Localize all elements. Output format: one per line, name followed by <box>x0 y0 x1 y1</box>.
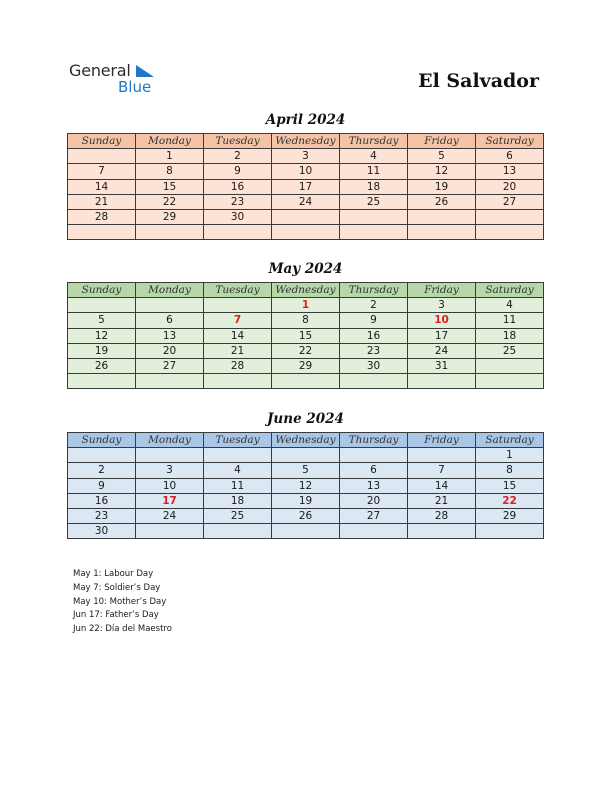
logo-triangle-icon <box>134 63 156 79</box>
day-cell: 23 <box>204 194 272 209</box>
day-cell: 4 <box>204 463 272 478</box>
calendar-body <box>68 448 544 539</box>
day-cell: 21 <box>204 343 272 358</box>
day-cell: 10 <box>272 164 340 179</box>
day-cell: 6 <box>476 149 544 164</box>
day-cell: 4 <box>476 298 544 313</box>
weekday-header-row <box>68 134 544 149</box>
country-title: El Salvador <box>418 70 539 92</box>
empty-day-cell <box>340 225 408 240</box>
week-row <box>68 478 544 493</box>
empty-day-cell <box>272 225 340 240</box>
weekday-header-wednesday: Wednesday <box>272 433 340 448</box>
day-cell: 26 <box>68 358 136 373</box>
empty-day-cell <box>340 448 408 463</box>
holiday-notes <box>73 568 172 637</box>
week-row <box>68 508 544 523</box>
day-cell: 11 <box>340 164 408 179</box>
empty-day-cell <box>68 374 136 389</box>
day-cell: 17 <box>272 179 340 194</box>
week-row <box>68 225 544 240</box>
empty-day-cell <box>136 298 204 313</box>
day-cell: 1 <box>136 149 204 164</box>
calendar-april <box>67 133 544 240</box>
day-cell: 14 <box>204 328 272 343</box>
day-cell: 22 <box>272 343 340 358</box>
week-row <box>68 209 544 224</box>
day-cell: 9 <box>204 164 272 179</box>
week-row <box>68 194 544 209</box>
weekday-header-sunday: Sunday <box>68 134 136 149</box>
holiday-note: Jun 22: Día del Maestro <box>73 624 172 635</box>
day-cell: 23 <box>68 508 136 523</box>
day-cell: 1 <box>476 448 544 463</box>
holiday-day-cell: 1 <box>272 298 340 313</box>
day-cell: 21 <box>68 194 136 209</box>
empty-day-cell <box>204 448 272 463</box>
day-cell: 28 <box>408 508 476 523</box>
day-cell: 15 <box>272 328 340 343</box>
day-cell: 3 <box>136 463 204 478</box>
day-cell: 30 <box>204 209 272 224</box>
day-cell: 13 <box>340 478 408 493</box>
empty-day-cell <box>408 225 476 240</box>
day-cell: 10 <box>136 478 204 493</box>
holiday-note: May 7: Soldier’s Day <box>73 582 161 593</box>
day-cell: 19 <box>408 179 476 194</box>
week-row <box>68 374 544 389</box>
weekday-header-saturday: Saturday <box>476 283 544 298</box>
calendar-may <box>67 282 544 389</box>
logo-general-text: General <box>69 61 131 80</box>
empty-day-cell <box>68 298 136 313</box>
day-cell: 18 <box>204 493 272 508</box>
day-cell: 26 <box>272 508 340 523</box>
day-cell: 14 <box>408 478 476 493</box>
day-cell: 24 <box>136 508 204 523</box>
day-cell: 30 <box>340 358 408 373</box>
empty-day-cell <box>204 374 272 389</box>
day-cell: 29 <box>136 209 204 224</box>
day-cell: 15 <box>136 179 204 194</box>
empty-day-cell <box>476 358 544 373</box>
calendar-body <box>68 149 544 240</box>
day-cell: 27 <box>476 194 544 209</box>
weekday-header-tuesday: Tuesday <box>204 283 272 298</box>
empty-day-cell <box>272 448 340 463</box>
day-cell: 29 <box>272 358 340 373</box>
empty-day-cell <box>136 225 204 240</box>
week-row <box>68 179 544 194</box>
day-cell: 24 <box>272 194 340 209</box>
day-cell: 5 <box>68 313 136 328</box>
week-row <box>68 164 544 179</box>
empty-day-cell <box>340 524 408 539</box>
day-cell: 5 <box>272 463 340 478</box>
day-cell: 20 <box>136 343 204 358</box>
empty-day-cell <box>68 448 136 463</box>
day-cell: 4 <box>340 149 408 164</box>
calendar-june <box>67 432 544 539</box>
week-row <box>68 313 544 328</box>
day-cell: 19 <box>272 493 340 508</box>
day-cell: 9 <box>68 478 136 493</box>
empty-day-cell <box>408 524 476 539</box>
empty-day-cell <box>204 298 272 313</box>
day-cell: 11 <box>204 478 272 493</box>
day-cell: 6 <box>340 463 408 478</box>
empty-day-cell <box>408 209 476 224</box>
day-cell: 16 <box>204 179 272 194</box>
day-cell: 29 <box>476 508 544 523</box>
day-cell: 21 <box>408 493 476 508</box>
day-cell: 30 <box>68 524 136 539</box>
day-cell: 23 <box>340 343 408 358</box>
weekday-header-saturday: Saturday <box>476 433 544 448</box>
day-cell: 16 <box>68 493 136 508</box>
day-cell: 7 <box>68 164 136 179</box>
empty-day-cell <box>272 524 340 539</box>
weekday-header-wednesday: Wednesday <box>272 283 340 298</box>
day-cell: 8 <box>476 463 544 478</box>
holiday-note: May 10: Mother’s Day <box>73 596 167 607</box>
weekday-header-tuesday: Tuesday <box>204 433 272 448</box>
empty-day-cell <box>408 374 476 389</box>
day-cell: 8 <box>136 164 204 179</box>
day-cell: 3 <box>408 298 476 313</box>
day-cell: 26 <box>408 194 476 209</box>
week-row <box>68 463 544 478</box>
empty-day-cell <box>68 225 136 240</box>
day-cell: 27 <box>136 358 204 373</box>
day-cell: 9 <box>340 313 408 328</box>
weekday-header-monday: Monday <box>136 433 204 448</box>
day-cell: 18 <box>476 328 544 343</box>
logo-blue-text: Blue <box>118 78 152 96</box>
day-cell: 11 <box>476 313 544 328</box>
day-cell: 2 <box>68 463 136 478</box>
empty-day-cell <box>476 524 544 539</box>
empty-day-cell <box>340 209 408 224</box>
month-title-june: June 2024 <box>267 411 344 427</box>
week-row <box>68 298 544 313</box>
weekday-header-sunday: Sunday <box>68 433 136 448</box>
day-cell: 12 <box>68 328 136 343</box>
holiday-day-cell: 22 <box>476 493 544 508</box>
day-cell: 13 <box>136 328 204 343</box>
weekday-header-thursday: Thursday <box>340 283 408 298</box>
week-row <box>68 448 544 463</box>
day-cell: 25 <box>204 508 272 523</box>
day-cell: 3 <box>272 149 340 164</box>
weekday-header-thursday: Thursday <box>340 134 408 149</box>
empty-day-cell <box>204 225 272 240</box>
day-cell: 2 <box>204 149 272 164</box>
day-cell: 15 <box>476 478 544 493</box>
empty-day-cell <box>476 209 544 224</box>
day-cell: 31 <box>408 358 476 373</box>
calendar-body <box>68 298 544 389</box>
day-cell: 16 <box>340 328 408 343</box>
week-row <box>68 149 544 164</box>
week-row <box>68 343 544 358</box>
week-row <box>68 328 544 343</box>
weekday-header-wednesday: Wednesday <box>272 134 340 149</box>
day-cell: 22 <box>136 194 204 209</box>
month-title-may: May 2024 <box>268 261 343 277</box>
day-cell: 20 <box>476 179 544 194</box>
holiday-note: Jun 17: Father’s Day <box>73 610 159 621</box>
weekday-header-thursday: Thursday <box>340 433 408 448</box>
weekday-header-monday: Monday <box>136 283 204 298</box>
month-title-april: April 2024 <box>265 112 346 128</box>
empty-day-cell <box>136 374 204 389</box>
empty-day-cell <box>136 524 204 539</box>
empty-day-cell <box>68 149 136 164</box>
day-cell: 17 <box>408 328 476 343</box>
empty-day-cell <box>476 374 544 389</box>
weekday-header-sunday: Sunday <box>68 283 136 298</box>
day-cell: 25 <box>476 343 544 358</box>
holiday-day-cell: 10 <box>408 313 476 328</box>
day-cell: 28 <box>68 209 136 224</box>
holiday-day-cell: 7 <box>204 313 272 328</box>
day-cell: 24 <box>408 343 476 358</box>
day-cell: 12 <box>272 478 340 493</box>
weekday-header-row <box>68 433 544 448</box>
weekday-header-monday: Monday <box>136 134 204 149</box>
day-cell: 20 <box>340 493 408 508</box>
empty-day-cell <box>476 225 544 240</box>
day-cell: 14 <box>68 179 136 194</box>
generalblue-logo <box>69 61 169 97</box>
day-cell: 5 <box>408 149 476 164</box>
empty-day-cell <box>340 374 408 389</box>
day-cell: 8 <box>272 313 340 328</box>
weekday-header-tuesday: Tuesday <box>204 134 272 149</box>
day-cell: 18 <box>340 179 408 194</box>
empty-day-cell <box>136 448 204 463</box>
day-cell: 6 <box>136 313 204 328</box>
day-cell: 12 <box>408 164 476 179</box>
weekday-header-friday: Friday <box>408 283 476 298</box>
weekday-header-saturday: Saturday <box>476 134 544 149</box>
day-cell: 2 <box>340 298 408 313</box>
empty-day-cell <box>204 524 272 539</box>
day-cell: 28 <box>204 358 272 373</box>
day-cell: 19 <box>68 343 136 358</box>
day-cell: 25 <box>340 194 408 209</box>
empty-day-cell <box>272 374 340 389</box>
weekday-header-friday: Friday <box>408 134 476 149</box>
empty-day-cell <box>272 209 340 224</box>
weekday-header-friday: Friday <box>408 433 476 448</box>
weekday-header-row <box>68 283 544 298</box>
week-row <box>68 358 544 373</box>
week-row <box>68 524 544 539</box>
holiday-note: May 1: Labour Day <box>73 569 154 579</box>
empty-day-cell <box>408 448 476 463</box>
day-cell: 27 <box>340 508 408 523</box>
holiday-day-cell: 17 <box>136 493 204 508</box>
day-cell: 7 <box>408 463 476 478</box>
week-row <box>68 493 544 508</box>
day-cell: 13 <box>476 164 544 179</box>
